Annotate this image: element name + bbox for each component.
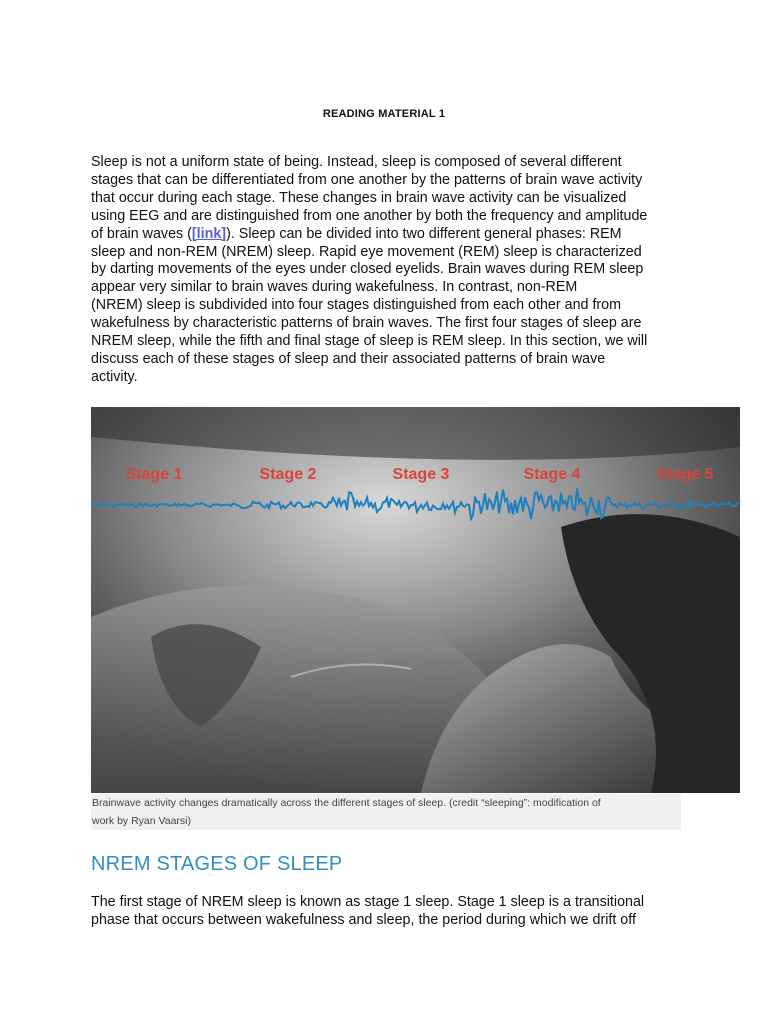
caption-line: work by Ryan Vaarsi)	[92, 815, 192, 827]
intro-paragraph	[91, 154, 691, 387]
paragraph-line: phase that occurs between wakefulness and sleep, the period during which we drift off	[91, 911, 636, 928]
paragraph-text: ). Sleep can be divided into two different general phases: REM	[226, 225, 622, 242]
paragraph-line: by darting movements of the eyes under closed eyelids. Brain waves during REM sleep	[91, 261, 644, 278]
paragraph-line: using EEG and are distinguished from one another by both the frequency and amplitude	[91, 207, 648, 224]
document-title: READING MATERIAL 1	[322, 108, 446, 120]
paragraph-line: (NREM) sleep is subdivided into four stages distinguished from each other and from	[91, 297, 622, 314]
stage-label: Stage 1	[125, 466, 183, 483]
paragraph-line: discuss each of these stages of sleep and their associated patterns of brain wave	[91, 350, 606, 367]
stage-label: Stage 5	[656, 466, 714, 483]
paragraph-line-with-link	[91, 226, 691, 244]
reference-link[interactable]: [link]	[191, 225, 227, 242]
paragraph-line: wakefulness by characteristic patterns of brain waves. The first four stages of sleep are	[91, 315, 642, 332]
paragraph-line: sleep and non-REM (NREM) sleep. Rapid eye movement (REM) sleep is characterized	[91, 243, 642, 260]
paragraph-line: The first stage of NREM sleep is known as stage 1 sleep. Stage 1 sleep is a transitional	[91, 894, 645, 910]
stage1-paragraph	[91, 894, 691, 930]
paragraph-line: Sleep is not a uniform state of being. Instead, sleep is composed of several different	[91, 154, 622, 170]
sleep-stages-photo	[91, 407, 740, 793]
paragraph-line: activity.	[91, 368, 138, 385]
figure-caption	[91, 794, 681, 830]
paragraph-line: stages that can be differentiated from one another by the patterns of brain wave activity	[91, 171, 643, 188]
paragraph-line: that occur during each stage. These changes in brain wave activity can be visualized	[91, 189, 627, 206]
paragraph-line: appear very similar to brain waves during wakefulness. In contrast, non-REM	[91, 279, 578, 296]
stage-label: Stage 3	[392, 466, 450, 483]
caption-line: Brainwave activity changes dramatically across the different stages of sleep. (credit “sleeping”: modification of	[92, 797, 601, 809]
stage-label: Stage 4	[523, 466, 581, 483]
stage-label: Stage 2	[259, 466, 317, 483]
section-heading: NREM STAGES OF SLEEP	[91, 853, 343, 875]
paragraph-text: of brain waves (	[91, 225, 192, 242]
photo-illustration	[91, 407, 740, 793]
paragraph-line: NREM sleep, while the fifth and final stage of sleep is REM sleep. In this section, we will	[91, 333, 648, 350]
